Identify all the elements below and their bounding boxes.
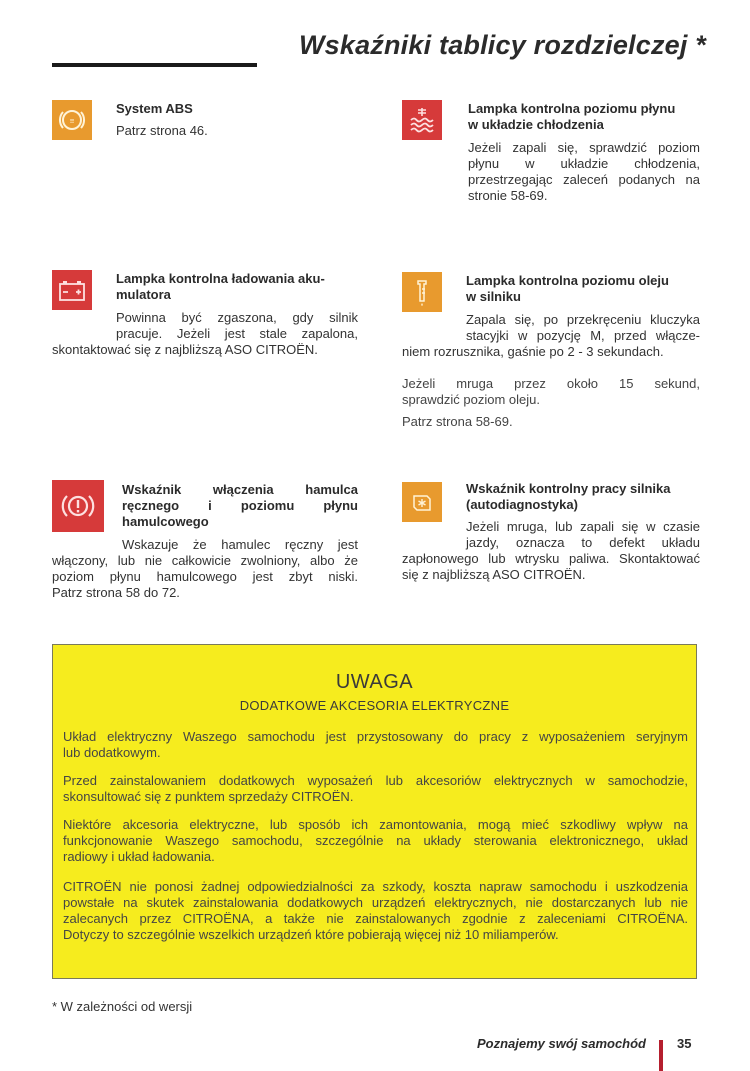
indicator-body: Patrz strona 46. <box>116 123 208 138</box>
warning-paragraph: CITROËN nie ponosi żadnej odpowiedzialności za szkody, koszta napraw samochodu i uszkodzenia powstałe na skutek zainstalowania dodatkowych urządzeń elektrycznych, nie dostarczanych lub nie zalecanych przez CITROËNA, a także nie zainstalowanych zgodnie z zaleceniami CITROËNA. Dotyczy to szczególnie wszelkich urządzeń które pobierają więcej niż 10 miliamperów. <box>63 879 688 942</box>
indicator-title: Wskaźnik kontrolny pracy silnika (autodiagnostyka) <box>466 481 671 512</box>
indicator-body: Jeżeli mruga, lub zapali się w czasie jazdy, oznacza to defekt układu zapłonowego lub wtrysku paliwa. Skontaktować się z najbliższą ASO CITROËN. <box>402 519 700 582</box>
warning-title: UWAGA <box>335 671 414 693</box>
indicator-title: System ABS <box>116 101 193 116</box>
warning-paragraph: Przed zainstalowaniem dodatkowych wyposażeń lub akcesoriów elektrycznych w samochodzie, skonsultować się z punktem sprzedaży CITROËN. <box>63 773 688 804</box>
svg-text:≡: ≡ <box>69 116 75 126</box>
battery-charge-icon <box>52 270 92 310</box>
warning-subtitle: DODATKOWE AKCESORIA ELEKTRYCZNE <box>239 698 510 713</box>
warning-paragraph: Niektóre akcesoria elektryczne, lub sposób ich zamontowania, mogą mieć szkodliwy wpływ na funkcjonowanie Waszego samochodu, szczególnie na układy sterowania elektronicznego, układ radiowy i układ ładowania. <box>63 817 688 864</box>
oil-level-icon <box>402 272 442 312</box>
footer-section-label: Poznajemy swój samochód <box>476 1036 646 1051</box>
header-rule <box>52 63 257 67</box>
indicator-title: Lampka kontrolna poziomu oleju w silniku <box>466 273 669 304</box>
indicator-note: Jeżeli mruga przez około 15 sekund, sprawdzić poziom oleju. <box>402 376 700 407</box>
footnote: * W zależności od wersji <box>52 999 193 1014</box>
indicator-title: Lampka kontrolna poziomu płynu w układzie chłodzenia <box>468 101 676 132</box>
indicator-title: Wskaźnik włączenia hamulca ręcznego i poziomu płynu hamulcowego <box>122 482 358 529</box>
engine-diagnostic-icon <box>402 482 442 522</box>
indicator-body: Powinna być zgaszona, gdy silnik pracuje. Jeżeli jest stale zapalona, skontaktować się z najbliższą ASO CITROËN. <box>52 310 358 357</box>
footer-accent-bar <box>659 1040 663 1071</box>
indicator-title: Lampka kontrolna ładowania aku- mulatora <box>116 271 325 302</box>
abs-icon <box>52 100 92 140</box>
warning-paragraph: Układ elektryczny Waszego samochodu jest przystosowany do pracy z wyposażeniem seryjnym lub dodatkowym. <box>63 729 688 760</box>
indicator-body: Jeżeli zapali się, sprawdzić poziom płynu w układzie chłodzenia, przestrzegając zaleceń podanych na stronie 58-69. <box>468 140 700 203</box>
parking-brake-icon <box>52 480 104 532</box>
coolant-level-icon <box>402 100 442 140</box>
warning-box <box>52 644 697 979</box>
indicator-body: Zapala się, po przekręceniu kluczyka stacyjki w pozycję M, przed włącze- niem rozrusznika, gaśnie po 2 - 3 sekundach. <box>402 312 700 359</box>
indicator-note: Patrz strona 58-69. <box>402 414 513 429</box>
page-number: 35 <box>677 1036 692 1051</box>
indicator-body: Wskazuje że hamulec ręczny jest włączony, lub nie całkowicie zwolniony, albo że poziom płynu hamulcowego jest zbyt niski. Patrz strona 58 do 72. <box>52 537 358 600</box>
page-title: Wskaźniki tablicy rozdzielczej * <box>298 30 706 60</box>
